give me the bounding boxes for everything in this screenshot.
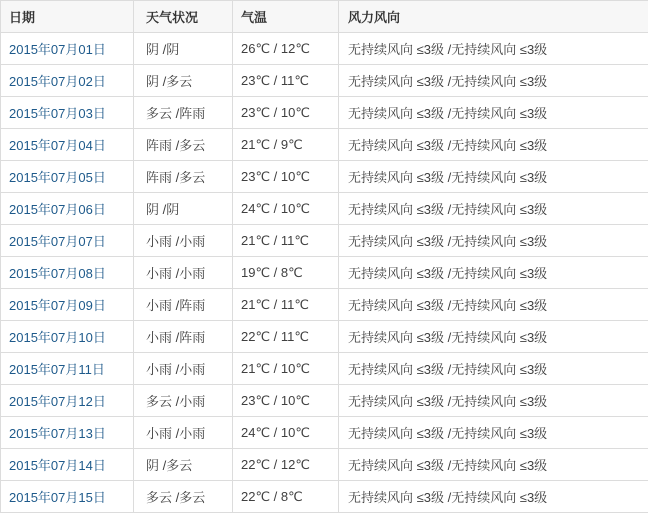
date-link[interactable]: 2015年07月03日 [9, 106, 106, 121]
weather-cell: 阴 /多云 [134, 65, 233, 97]
table-row [1, 257, 648, 289]
weather-cell: 小雨 /小雨 [134, 353, 233, 385]
wind-cell: 无持续风向 ≤3级 /无持续风向 ≤3级 [339, 225, 648, 257]
date-cell [1, 65, 134, 97]
date-link[interactable]: 2015年07月04日 [9, 138, 106, 153]
header-wind: 风力风向 [339, 1, 648, 33]
weather-cell: 多云 /阵雨 [134, 97, 233, 129]
temp-cell: 22℃ / 12℃ [233, 449, 339, 481]
temp-cell: 23℃ / 10℃ [233, 97, 339, 129]
wind-cell: 无持续风向 ≤3级 /无持续风向 ≤3级 [339, 289, 648, 321]
date-link[interactable]: 2015年07月15日 [9, 490, 106, 505]
temp-cell: 21℃ / 11℃ [233, 289, 339, 321]
weather-cell: 小雨 /阵雨 [134, 289, 233, 321]
date-cell [1, 193, 134, 225]
table-row [1, 225, 648, 257]
weather-cell: 小雨 /小雨 [134, 225, 233, 257]
table-row [1, 385, 648, 417]
date-cell [1, 161, 134, 193]
date-link[interactable]: 2015年07月02日 [9, 74, 106, 89]
date-link[interactable]: 2015年07月08日 [9, 266, 106, 281]
date-cell [1, 417, 134, 449]
weather-cell: 阴 /阴 [134, 33, 233, 65]
table-row [1, 65, 648, 97]
wind-cell: 无持续风向 ≤3级 /无持续风向 ≤3级 [339, 481, 648, 513]
wind-cell: 无持续风向 ≤3级 /无持续风向 ≤3级 [339, 321, 648, 353]
date-cell [1, 33, 134, 65]
date-cell [1, 257, 134, 289]
wind-cell: 无持续风向 ≤3级 /无持续风向 ≤3级 [339, 353, 648, 385]
table-row [1, 481, 648, 513]
table-row [1, 321, 648, 353]
wind-cell: 无持续风向 ≤3级 /无持续风向 ≤3级 [339, 65, 648, 97]
table-row [1, 193, 648, 225]
table-row [1, 33, 648, 65]
date-link[interactable]: 2015年07月12日 [9, 394, 106, 409]
weather-cell: 小雨 /阵雨 [134, 321, 233, 353]
table-row [1, 353, 648, 385]
wind-cell: 无持续风向 ≤3级 /无持续风向 ≤3级 [339, 193, 648, 225]
weather-cell: 阴 /多云 [134, 449, 233, 481]
temp-cell: 21℃ / 11℃ [233, 225, 339, 257]
table-header-row [1, 1, 648, 33]
weather-cell: 阵雨 /多云 [134, 161, 233, 193]
temp-cell: 24℃ / 10℃ [233, 417, 339, 449]
temp-cell: 26℃ / 12℃ [233, 33, 339, 65]
date-cell [1, 225, 134, 257]
table-row [1, 289, 648, 321]
wind-cell: 无持续风向 ≤3级 /无持续风向 ≤3级 [339, 33, 648, 65]
header-weather: 天气状况 [134, 1, 233, 33]
temp-cell: 19℃ / 8℃ [233, 257, 339, 289]
date-link[interactable]: 2015年07月07日 [9, 234, 106, 249]
date-link[interactable]: 2015年07月09日 [9, 298, 106, 313]
table-row [1, 161, 648, 193]
wind-cell: 无持续风向 ≤3级 /无持续风向 ≤3级 [339, 385, 648, 417]
temp-cell: 22℃ / 11℃ [233, 321, 339, 353]
date-link[interactable]: 2015年07月01日 [9, 42, 106, 57]
date-cell [1, 481, 134, 513]
wind-cell: 无持续风向 ≤3级 /无持续风向 ≤3级 [339, 97, 648, 129]
table-row [1, 129, 648, 161]
weather-cell: 多云 /小雨 [134, 385, 233, 417]
temp-cell: 22℃ / 8℃ [233, 481, 339, 513]
date-cell [1, 353, 134, 385]
date-cell [1, 321, 134, 353]
weather-cell: 阵雨 /多云 [134, 129, 233, 161]
date-link[interactable]: 2015年07月06日 [9, 202, 106, 217]
date-cell [1, 449, 134, 481]
weather-cell: 阴 /阴 [134, 193, 233, 225]
date-cell [1, 129, 134, 161]
weather-cell: 小雨 /小雨 [134, 417, 233, 449]
weather-cell: 多云 /多云 [134, 481, 233, 513]
date-cell [1, 385, 134, 417]
temp-cell: 24℃ / 10℃ [233, 193, 339, 225]
temp-cell: 23℃ / 10℃ [233, 385, 339, 417]
date-link[interactable]: 2015年07月10日 [9, 330, 106, 345]
temp-cell: 23℃ / 10℃ [233, 161, 339, 193]
date-link[interactable]: 2015年07月11日 [9, 362, 105, 377]
weather-cell: 小雨 /小雨 [134, 257, 233, 289]
header-temp: 气温 [233, 1, 339, 33]
header-date: 日期 [1, 1, 134, 33]
wind-cell: 无持续风向 ≤3级 /无持续风向 ≤3级 [339, 417, 648, 449]
table-row [1, 417, 648, 449]
date-link[interactable]: 2015年07月14日 [9, 458, 106, 473]
table-row [1, 449, 648, 481]
temp-cell: 23℃ / 11℃ [233, 65, 339, 97]
wind-cell: 无持续风向 ≤3级 /无持续风向 ≤3级 [339, 449, 648, 481]
wind-cell: 无持续风向 ≤3级 /无持续风向 ≤3级 [339, 129, 648, 161]
date-link[interactable]: 2015年07月05日 [9, 170, 106, 185]
wind-cell: 无持续风向 ≤3级 /无持续风向 ≤3级 [339, 257, 648, 289]
date-cell [1, 97, 134, 129]
temp-cell: 21℃ / 10℃ [233, 353, 339, 385]
table-row [1, 97, 648, 129]
date-cell [1, 289, 134, 321]
wind-cell: 无持续风向 ≤3级 /无持续风向 ≤3级 [339, 161, 648, 193]
temp-cell: 21℃ / 9℃ [233, 129, 339, 161]
date-link[interactable]: 2015年07月13日 [9, 426, 106, 441]
table-body [1, 33, 648, 513]
